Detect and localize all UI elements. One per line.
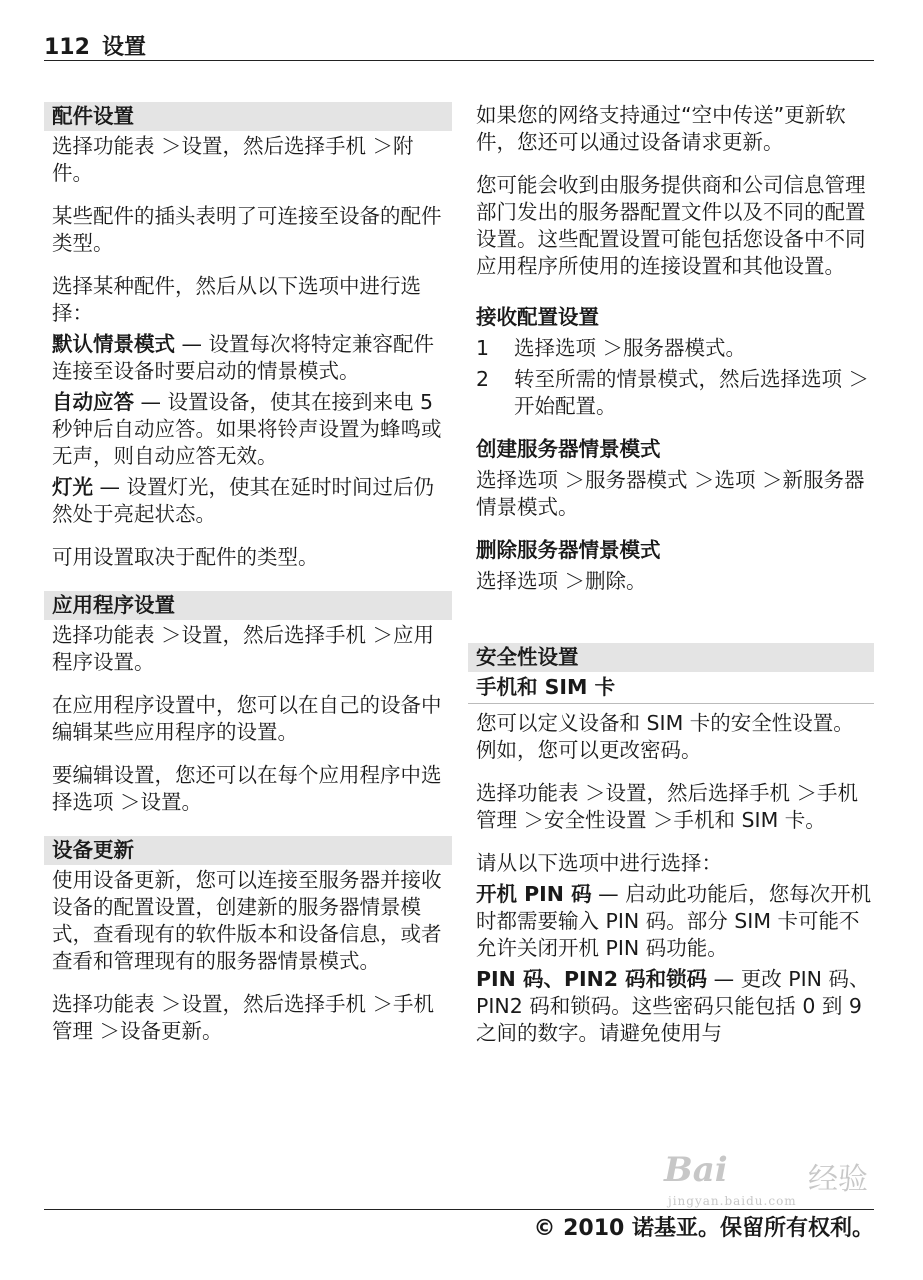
app-edit-text: 要编辑设置，您还可以在每个应用程序中选择选项 ＞设置。 <box>52 763 442 814</box>
step-number: 1 <box>476 336 490 360</box>
option-default-profile <box>44 331 452 385</box>
delete-profile-text: 选择选项 ＞删除。 <box>476 569 647 593</box>
update-description: 使用设备更新，您可以连接至服务器并接收设备的配置设置，创建新的服务器情景模式，查看现有的软件版本和设备信息，或者查看和管理现有的服务器情景模式。 <box>52 868 442 973</box>
accessory-instruction: 选择功能表 ＞设置，然后选择手机 ＞附件。 <box>52 134 414 185</box>
option-pin-request <box>468 881 874 962</box>
security-choose-text: 请从以下选项中进行选择： <box>476 851 722 875</box>
heading-device-update: 设备更新 <box>44 836 452 865</box>
option-desc: — 启动此功能后，您每次开机时都需要输入 PIN 码。部分 SIM 卡可能不允许关闭开机 PIN 码功能。 <box>476 882 872 960</box>
accessory-choose-text: 选择某种配件，然后从以下选项中进行选择： <box>52 274 421 325</box>
watermark-url: jingyan.baidu.com <box>668 1194 797 1208</box>
left-column <box>44 102 452 1061</box>
footer-copyright: © 2010 诺基亚。保留所有权利。 <box>533 1216 874 1241</box>
header-section-title: 设置 <box>101 35 146 60</box>
option-term: 默认情景模式 <box>52 332 175 356</box>
app-instruction: 选择功能表 ＞设置，然后选择手机 ＞应用程序设置。 <box>52 623 435 674</box>
option-desc: — 设置灯光，使其在延时时间过后仍然处于亮起状态。 <box>52 475 435 526</box>
step-number: 2 <box>476 367 490 391</box>
accessory-note: 可用设置取决于配件的类型。 <box>52 545 319 569</box>
security-instruction: 选择功能表 ＞设置，然后选择手机 ＞手机管理 ＞安全性设置 ＞手机和 SIM 卡。 <box>476 781 859 832</box>
step-text: 选择选项 ＞服务器模式。 <box>514 336 747 360</box>
heading-create-profile: 创建服务器情景模式 <box>476 437 661 461</box>
watermark-sub: 经验 <box>808 1162 868 1197</box>
step-item <box>468 335 874 362</box>
option-desc: — 设置设备，使其在接到来电 5 秒钟后自动应答。如果将铃声设置为蜂鸣或无声，则自动应答无效。 <box>52 390 442 468</box>
watermark-brand: Bai <box>664 1150 728 1190</box>
option-term: 灯光 <box>52 475 93 499</box>
create-profile-text: 选择选项 ＞服务器模式 ＞选项 ＞新服务器情景模式。 <box>476 468 865 519</box>
option-auto-answer <box>44 389 452 470</box>
footer-divider <box>44 1209 874 1210</box>
heading-delete-profile: 删除服务器情景模式 <box>476 538 661 562</box>
option-change-codes <box>468 966 874 1047</box>
receive-steps <box>468 335 874 420</box>
accessory-description: 某些配件的插头表明了可连接至设备的配件类型。 <box>52 204 442 255</box>
option-lights <box>44 474 452 528</box>
heading-application-settings: 应用程序设置 <box>44 591 452 620</box>
subheading-phone-sim: 手机和 SIM 卡 <box>468 674 874 704</box>
heading-security-settings: 安全性设置 <box>468 643 874 672</box>
option-term: 自动应答 <box>52 390 134 414</box>
page-header <box>44 30 874 61</box>
option-term: PIN 码、PIN2 码和锁码 <box>476 967 708 991</box>
baidu-watermark <box>664 1150 874 1210</box>
right-column <box>468 102 874 1063</box>
security-description: 您可以定义设备和 SIM 卡的安全性设置。例如，您可以更改密码。 <box>476 711 854 762</box>
step-item <box>468 366 874 420</box>
app-description: 在应用程序设置中，您可以在自己的设备中编辑某些应用程序的设置。 <box>52 693 442 744</box>
heading-receive-config: 接收配置设置 <box>476 305 599 329</box>
page-number: 112 <box>44 35 90 60</box>
ota-text: 如果您的网络支持通过“空中传送”更新软件，您还可以通过设备请求更新。 <box>476 103 846 154</box>
step-text: 转至所需的情景模式，然后选择选项 ＞开始配置。 <box>514 367 870 418</box>
option-term: 开机 PIN 码 <box>476 882 592 906</box>
config-text: 您可能会收到由服务提供商和公司信息管理部门发出的服务器配置文件以及不同的配置设置。这些配置设置可能包括您设备中不同应用程序所使用的连接设置和其他设置。 <box>476 173 866 278</box>
option-desc: — 更改 PIN 码、PIN2 码和锁码。这些密码只能包括 0 到 9 之间的数字。请避免使用与 <box>476 967 870 1045</box>
heading-accessory-settings: 配件设置 <box>44 102 452 131</box>
option-desc: — 设置每次将特定兼容配件连接至设备时要启动的情景模式。 <box>52 332 435 383</box>
update-instruction: 选择功能表 ＞设置，然后选择手机 ＞手机管理 ＞设备更新。 <box>52 992 435 1043</box>
